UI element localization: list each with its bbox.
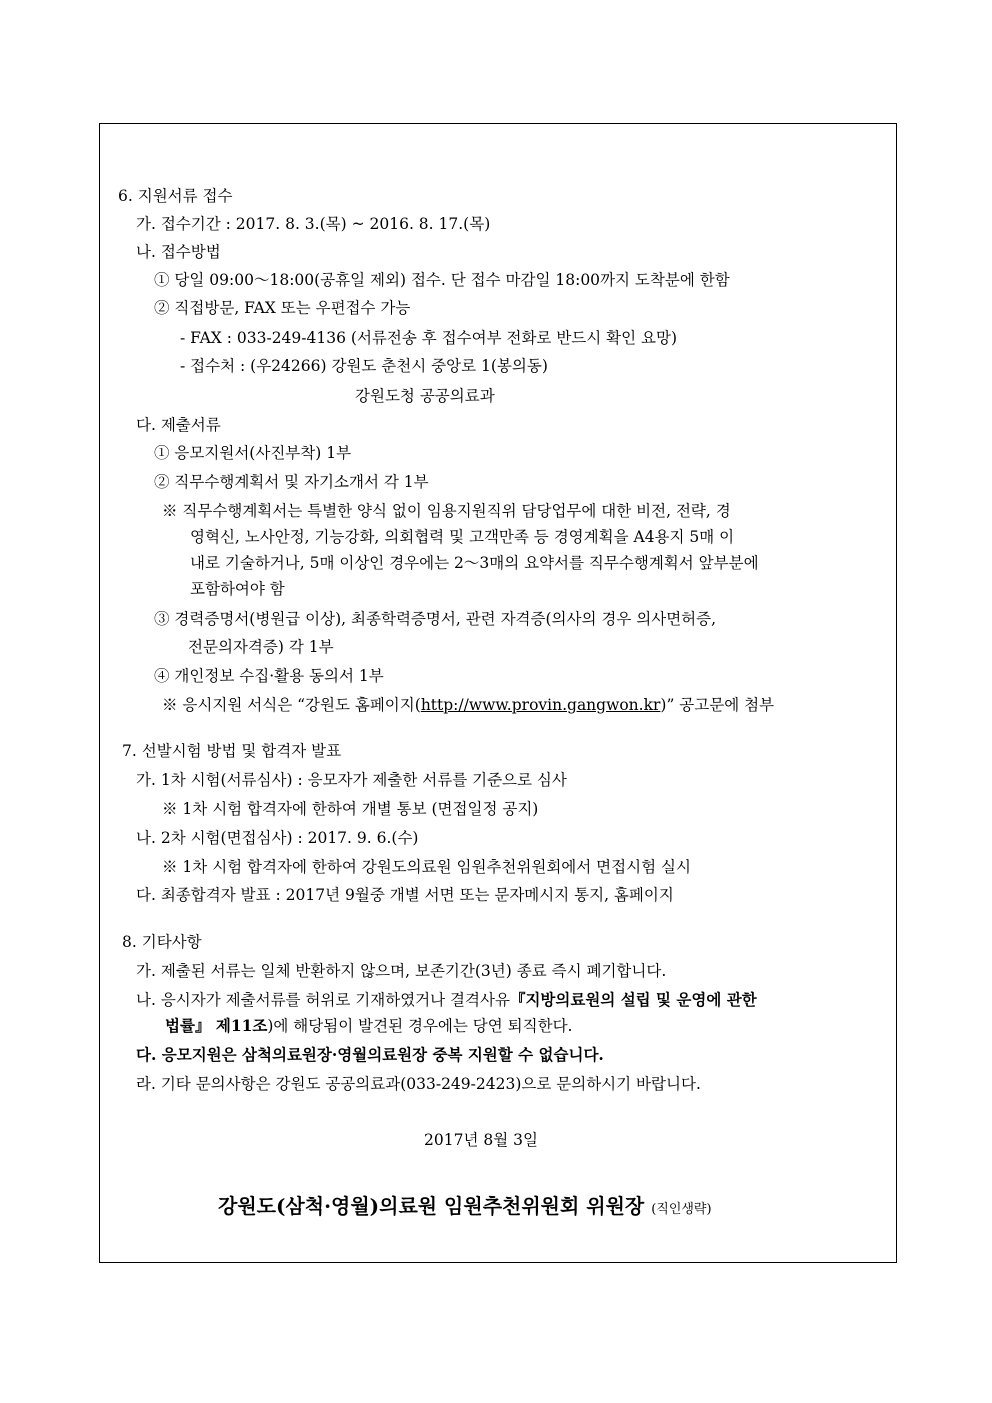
section-6-heading: 6. 지원서류 접수 [118, 187, 233, 205]
note-plan-line-2: 영혁신, 노사안정, 기능강화, 의회협력 및 고객만족 등 경영계획을 A4용지 5매 이 [190, 528, 735, 546]
homepage-link[interactable]: http://www.provin.gangwon.kr [420, 696, 661, 714]
section-6-da-item-3-line-2: 전문의자격증) 각 1부 [188, 638, 334, 656]
section-8-ra: 라. 기타 문의사항은 강원도 공공의료과(033-249-2423)으로 문의하시기 바랍니다. [136, 1075, 701, 1093]
note-form-line [162, 694, 774, 716]
section-7-na-note: ※ 1차 시험 합격자에 한하여 강원도의료원 임원추천위원회에서 면접시험 실시 [162, 858, 691, 876]
note-plan-line-1: ※ 직무수행계획서는 특별한 양식 없이 임용지원직위 담당업무에 대한 비전, 전략, 경 [162, 502, 731, 520]
section-8-na-text: 나. 응시자가 제출서류를 허위로 기재하였거나 결격사유 [136, 991, 510, 1009]
section-8-na-line-1 [136, 989, 757, 1011]
section-6-ga: 가. 접수기간 : 2017. 8. 3.(목) ~ 2016. 8. 17.(목) [136, 215, 491, 233]
section-7-ga: 가. 1차 시험(서류심사) : 응모자가 제출한 서류를 기준으로 심사 [136, 771, 567, 789]
seal-omitted-note: (직인생략) [651, 1202, 712, 1217]
section-6-na: 나. 접수방법 [136, 243, 221, 261]
fax-line: - FAX : 033-249-4136 (서류전송 후 접수여부 전화로 반드시 확인 요망) [180, 329, 678, 347]
signature-line [218, 1195, 712, 1221]
address-line-2: 강원도청 공공의료과 [355, 387, 495, 405]
address-line-1: - 접수처 : (우24266) 강원도 춘천시 중앙로 1(봉의동) [180, 357, 548, 375]
document-date: 2017년 8월 3일 [424, 1131, 538, 1149]
note-plan-line-4: 포함하여야 함 [190, 580, 285, 598]
section-6-da-item-1: ① 응모지원서(사진부착) 1부 [154, 444, 352, 462]
section-8-na-law-title: 『지방의료원의 설립 및 운영에 관한 [509, 990, 757, 1009]
section-8-da: 다. 응모지원은 삼척의료원장·영월의료원장 중복 지원할 수 없습니다. [136, 1045, 604, 1064]
section-6-na-item-2: ② 직접방문, FAX 또는 우편접수 가능 [154, 299, 411, 317]
section-7-da: 다. 최종합격자 발표 : 2017년 9월중 개별 서면 또는 문자메시지 통지, 홈페이지 [136, 886, 674, 904]
section-6-da: 다. 제출서류 [136, 416, 221, 434]
note-form-suffix: )” 공고문에 첨부 [660, 696, 775, 714]
section-8-heading: 8. 기타사항 [122, 933, 202, 951]
signature-text: 강원도(삼척·영월)의료원 임원추천위원회 위원장 [218, 1194, 645, 1218]
section-6-da-item-3-line-1: ③ 경력증명서(병원급 이상), 최종학력증명서, 관련 자격증(의사의 경우 의사면허증, [154, 610, 717, 628]
section-8-ga: 가. 제출된 서류는 일체 반환하지 않으며, 보존기간(3년) 종료 즉시 폐기합니다. [136, 962, 667, 980]
section-8-na-law-article: 법률』 제11조 [165, 1016, 268, 1035]
section-7-na: 나. 2차 시험(면접심사) : 2017. 9. 6.(수) [136, 829, 419, 847]
section-6-na-item-1: ① 당일 09:00～18:00(공휴일 제외) 접수. 단 접수 마감일 18:00까지 도착분에 한함 [154, 271, 730, 289]
note-plan-line-3: 내로 기술하거나, 5매 이상인 경우에는 2～3매의 요약서를 직무수행계획서 앞부분에 [190, 554, 759, 572]
section-7-heading: 7. 선발시험 방법 및 합격자 발표 [122, 742, 342, 760]
section-6-da-item-4: ④ 개인정보 수집·활용 동의서 1부 [154, 667, 384, 685]
section-6-da-item-2: ② 직무수행계획서 및 자기소개서 각 1부 [154, 473, 429, 491]
section-8-na-line-2 [165, 1015, 572, 1037]
section-7-ga-note: ※ 1차 시험 합격자에 한하여 개별 통보 (면접일정 공지) [162, 800, 539, 818]
note-form-prefix: ※ 응시지원 서식은 “강원도 홈페이지( [162, 696, 421, 714]
section-8-na-text-2: )에 해당됨이 발견된 경우에는 당연 퇴직한다. [267, 1017, 573, 1035]
